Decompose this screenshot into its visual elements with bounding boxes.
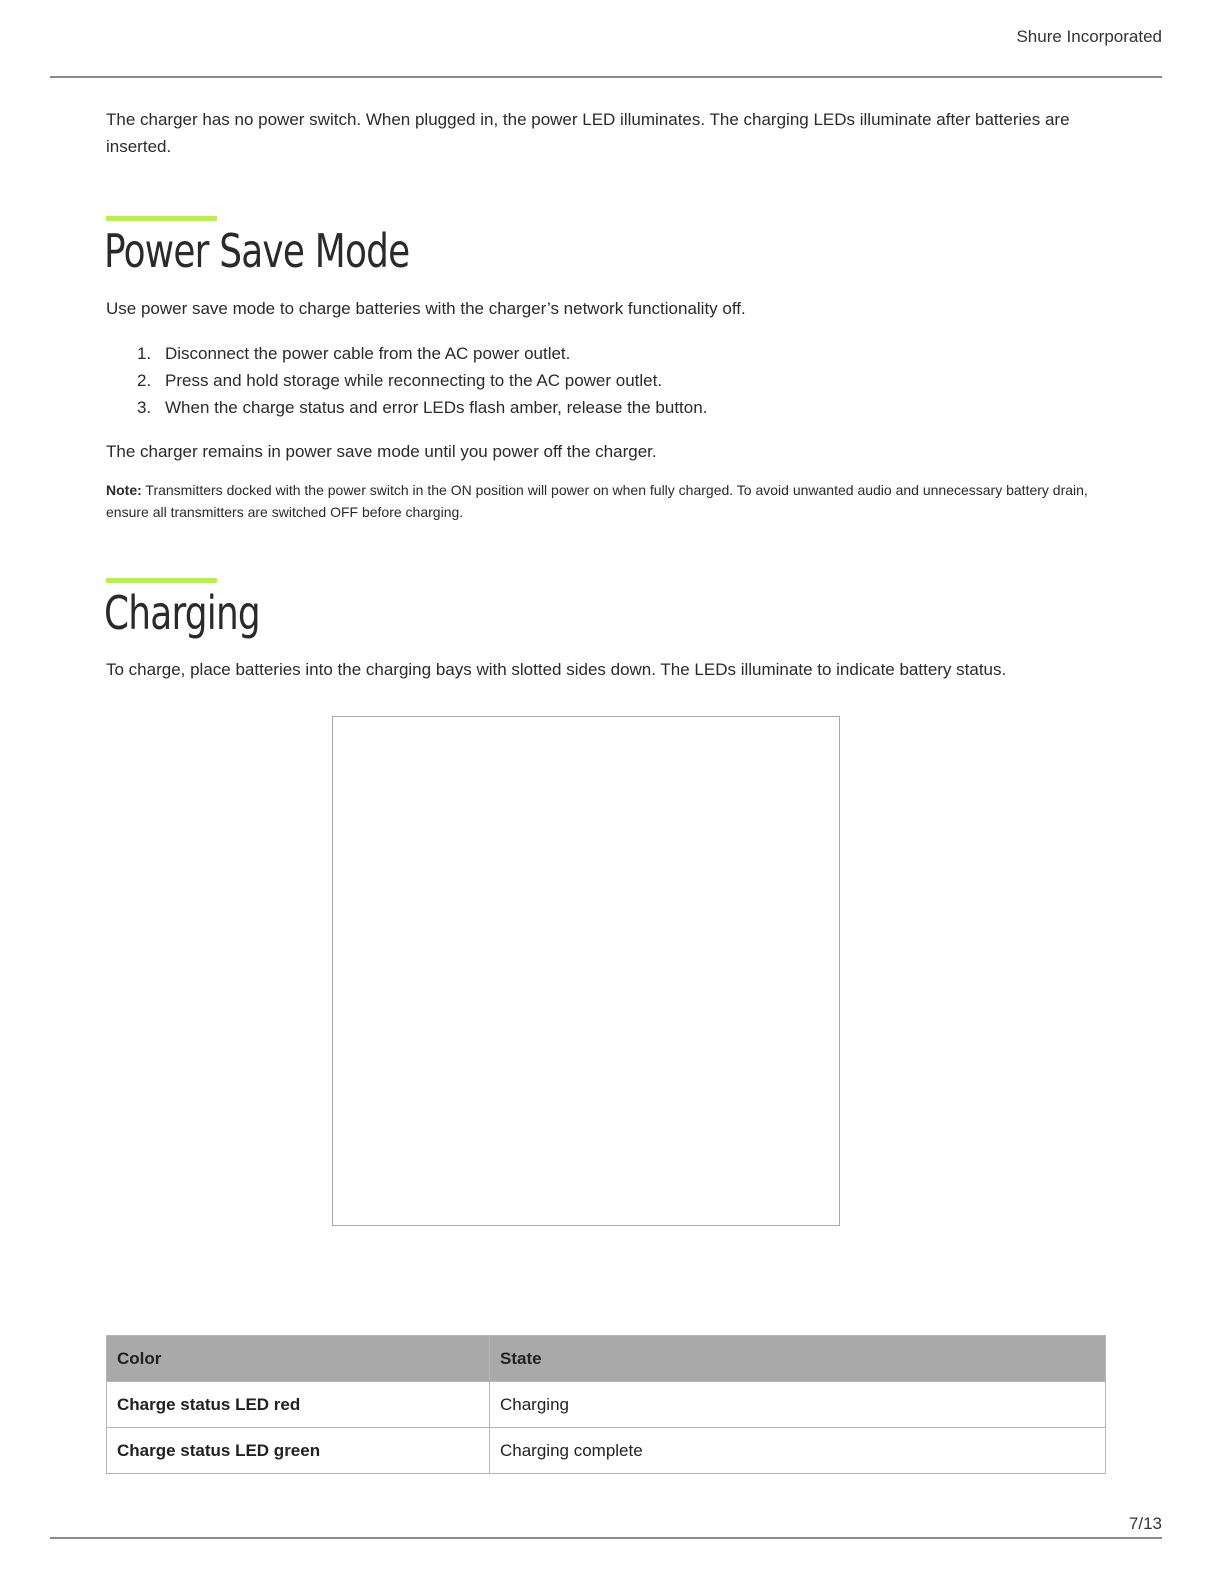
section-accent-bar <box>106 578 217 583</box>
table-cell: Charging <box>490 1382 1106 1428</box>
table-row <box>107 1382 1106 1428</box>
charging-lead: To charge, place batteries into the charging bays with slotted sides down. The LEDs illuminate to indicate battery status. <box>106 660 1007 679</box>
page-number: 7/13 <box>1128 1514 1162 1533</box>
column-header-state: State <box>490 1336 1106 1382</box>
header-company: Shure Incorporated <box>1016 27 1162 46</box>
led-status-table <box>106 1335 1106 1474</box>
power-save-lead: Use power save mode to charge batteries with the charger’s network functionality off. <box>106 299 746 318</box>
power-save-closing: The charger remains in power save mode until you power off the charger. <box>106 442 657 461</box>
table-cell: Charge status LED red <box>107 1382 490 1428</box>
section-title-charging: Charging <box>104 586 260 640</box>
table-cell: Charging complete <box>490 1428 1106 1474</box>
step-number: 2. <box>137 371 152 390</box>
step-text: Disconnect the power cable from the AC power outlet. <box>165 344 571 363</box>
step-text: Press and hold storage while reconnecting to the AC power outlet. <box>165 371 663 390</box>
list-item <box>137 394 1165 421</box>
section-accent-bar <box>106 216 217 221</box>
footer-rule <box>50 1537 1162 1539</box>
table-cell: Charge status LED green <box>107 1428 490 1474</box>
power-save-steps <box>106 340 1165 421</box>
step-number: 1. <box>137 344 152 363</box>
note-paragraph <box>106 479 1116 523</box>
table-row <box>107 1428 1106 1474</box>
section-title-power-save: Power Save Mode <box>104 224 410 278</box>
table-header-row <box>107 1336 1106 1382</box>
column-header-color: Color <box>107 1336 490 1382</box>
header-rule <box>50 76 1162 78</box>
note-text: Transmitters docked with the power switch in the ON position will power on when fully charged. To avoid unwanted audio and unnecessary battery drain, ensure all transmitters are switched OFF before charging. <box>106 482 1088 520</box>
intro-paragraph: The charger has no power switch. When plugged in, the power LED illuminates. The charging LEDs illuminate after batteries are inserted. <box>106 110 1070 156</box>
charger-figure-placeholder <box>332 716 840 1226</box>
list-item <box>137 340 1165 367</box>
list-item <box>137 367 1165 394</box>
note-label: Note: <box>106 482 142 498</box>
step-number: 3. <box>137 398 152 417</box>
step-text: When the charge status and error LEDs flash amber, release the button. <box>165 398 708 417</box>
